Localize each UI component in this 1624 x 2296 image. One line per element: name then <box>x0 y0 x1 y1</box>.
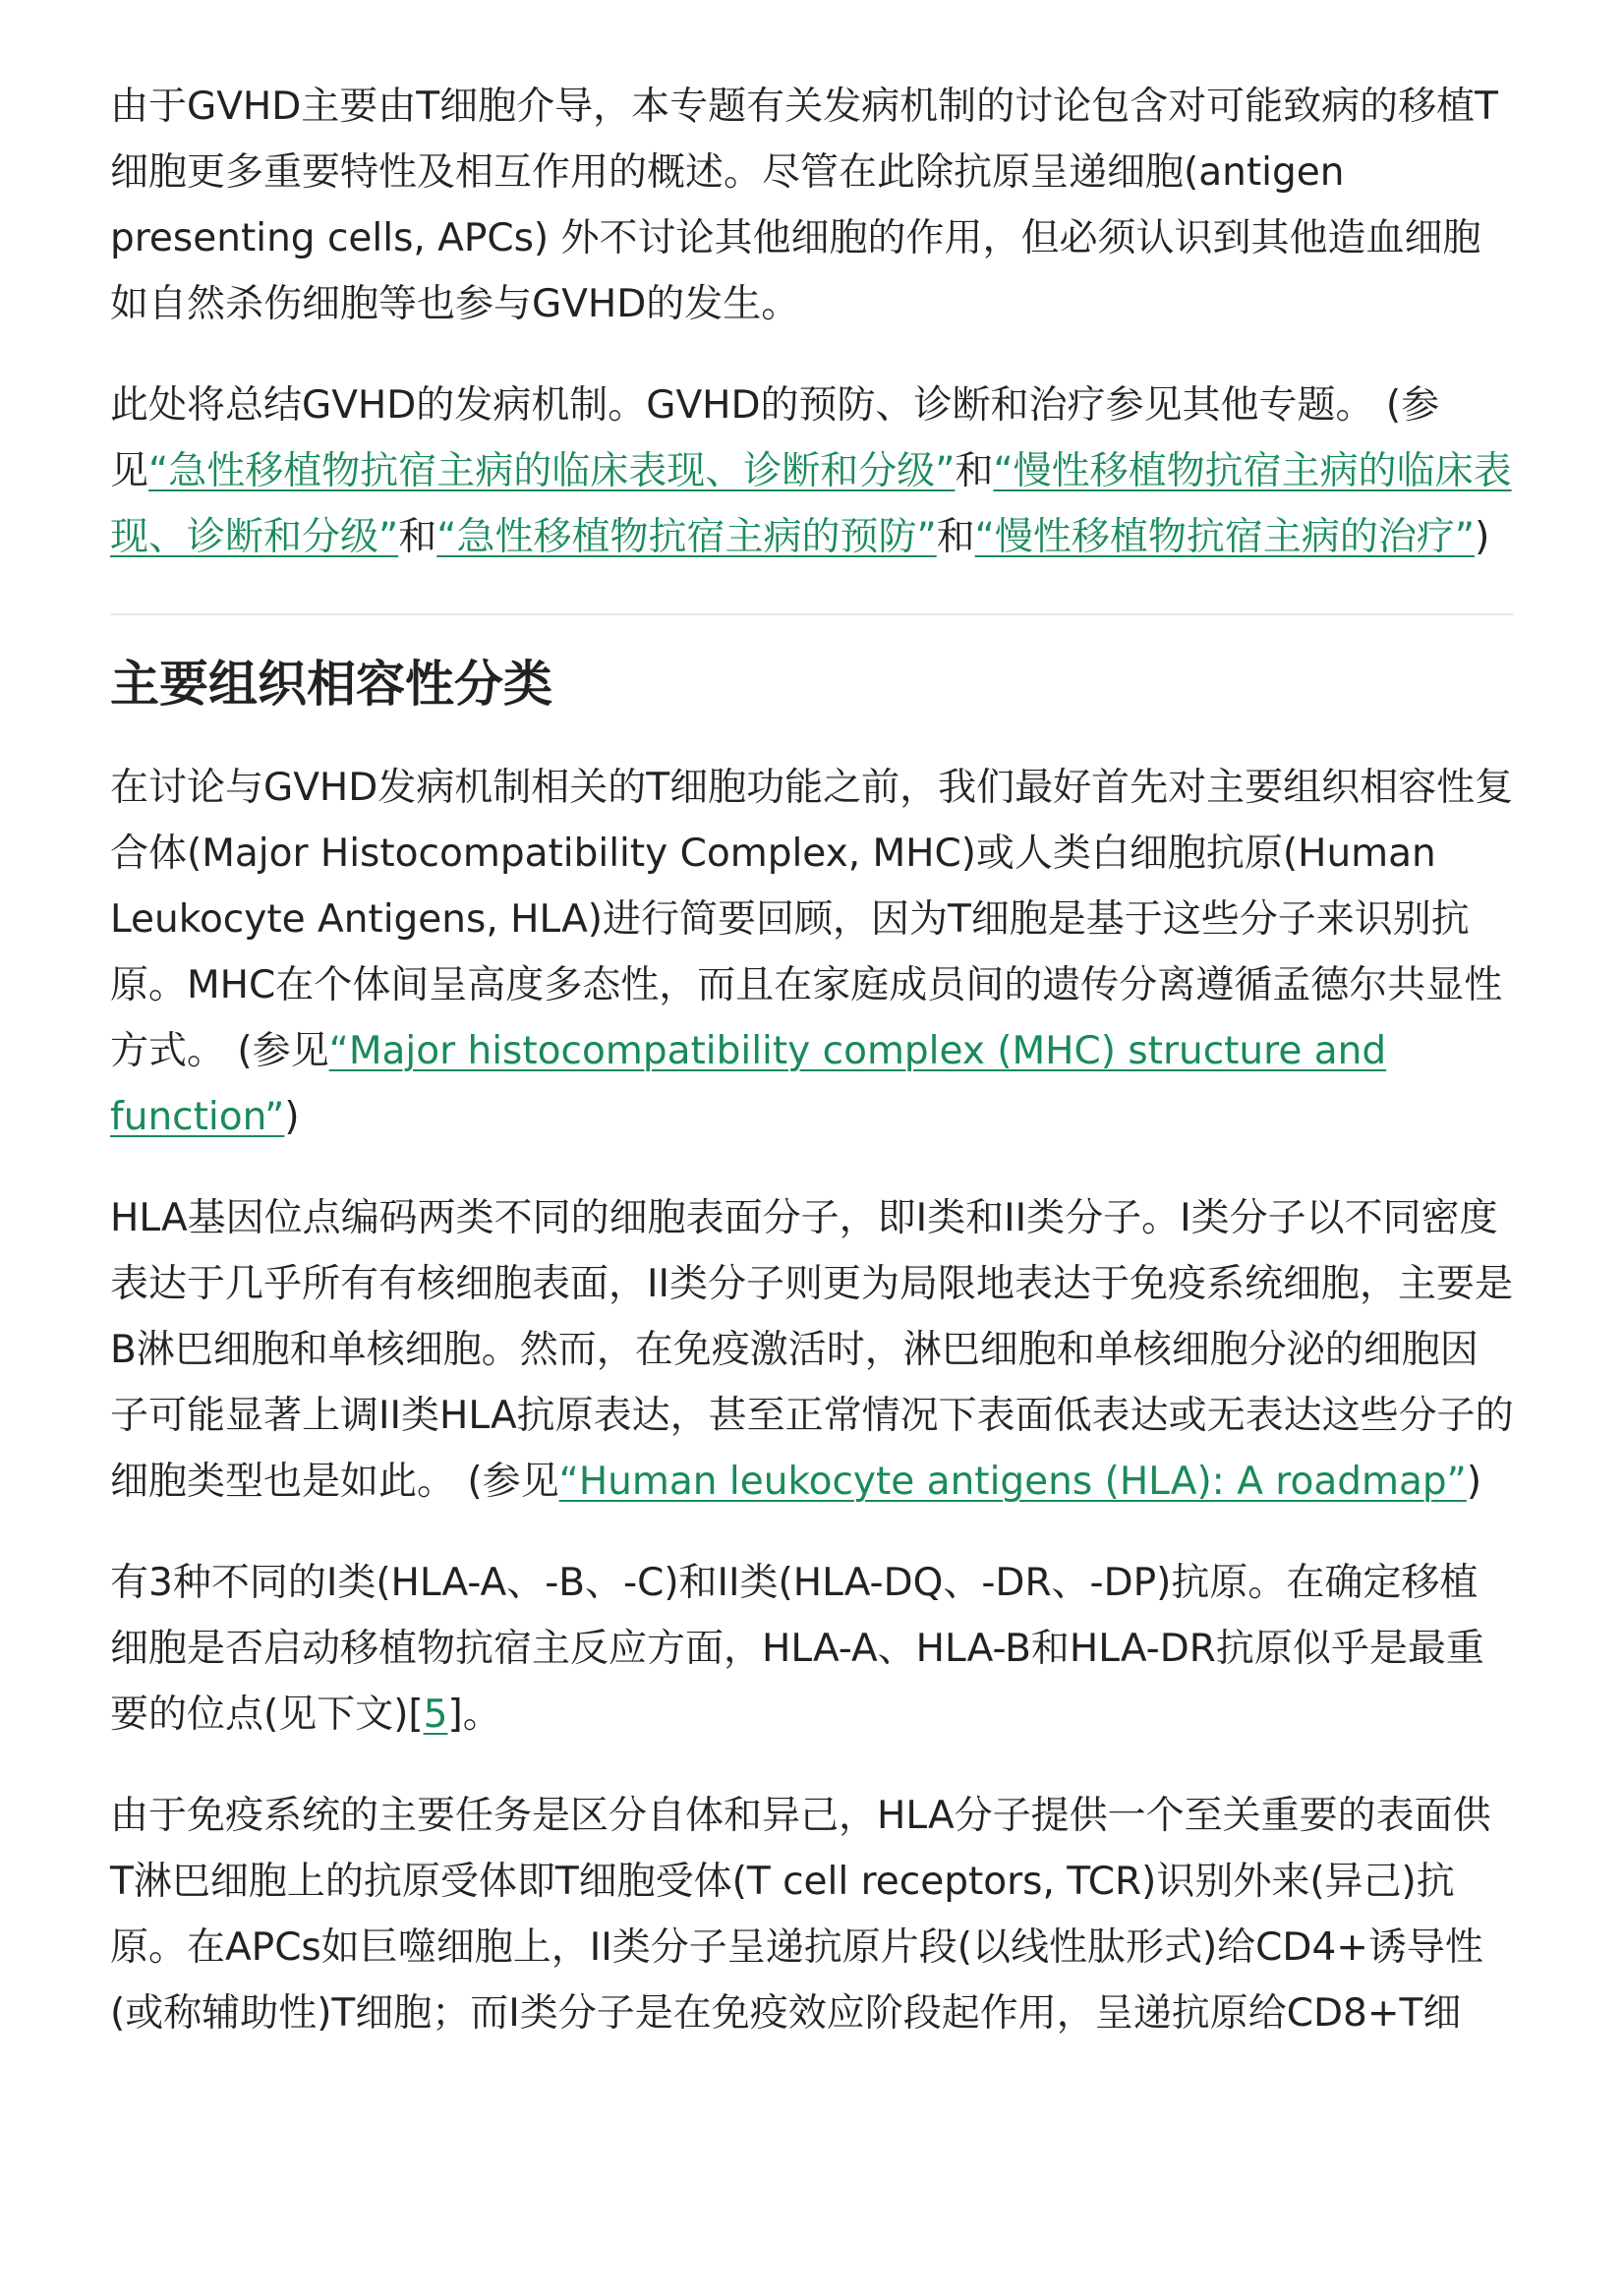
closing-paren: ) <box>1475 515 1490 559</box>
hla-loci-paragraph <box>110 1550 1514 1748</box>
reference-link-5[interactable]: 5 <box>423 1693 448 1737</box>
closing-paren: ) <box>1466 1460 1482 1504</box>
hla-loci-text: 有3种不同的I类(HLA-A、-B、-C)和II类(HLA-DQ、-DR、-DP)抗原。在确定移植细胞是否启动移植物抗宿主反应方面，HLA-A、HLA-B和HLA-DR抗原似乎是最重要的位点(见下文)[ <box>110 1561 1484 1737</box>
link-chronic-gvhd-treatment[interactable]: “慢性移植物抗宿主病的治疗” <box>974 515 1476 559</box>
link-chronic-gvhd-diagnosis[interactable]: “慢性移植物抗宿主病的临床表现、诊断和分级” <box>110 449 1512 559</box>
conjunction: 和 <box>955 449 994 493</box>
see-also-paragraph <box>110 373 1514 570</box>
reference-close: ]。 <box>447 1693 501 1737</box>
see-also-lead: 此处将总结GVHD的发病机制。GVHD的预防、诊断和治疗参见其他专题。 (参见 <box>110 383 1440 493</box>
link-mhc-structure[interactable]: “Major histocompatibility complex (MHC) structure and function” <box>110 1029 1387 1139</box>
section-divider <box>110 613 1514 615</box>
hla-classes-text: HLA基因位点编码两类不同的细胞表面分子，即I类和II类分子。I类分子以不同密度表达于几乎所有有核细胞表面，II类分子则更为局限地表达于免疫系统细胞，主要是B淋巴细胞和单核细胞。然而，在免疫激活时，淋巴细胞和单核细胞分泌的细胞因子可能显著上调II类HLA抗原表达，甚至正常情况下表面低表达或无表达这些分子的细胞类型也是如此。 (参见 <box>110 1196 1514 1504</box>
conjunction: 和 <box>398 515 437 559</box>
mhc-paragraph <box>110 755 1514 1150</box>
link-hla-roadmap[interactable]: “Human leukocyte antigens (HLA): A roadmap” <box>558 1460 1467 1504</box>
intro-paragraph: 由于GVHD主要由T细胞介导，本专题有关发病机制的讨论包含对可能致病的移植T细胞更多重要特性及相互作用的概述。尽管在此除抗原呈递细胞(antigen presenting cells, APCs) 外不讨论其他细胞的作用，但必须认识到其他造血细胞如自然杀伤细胞等也参与GVHD的发生。 <box>110 85 1498 326</box>
link-acute-gvhd-prevention[interactable]: “急性移植物抗宿主病的预防” <box>436 515 937 559</box>
immune-system-paragraph: 由于免疫系统的主要任务是区分自体和异己，HLA分子提供一个至关重要的表面供T淋巴细胞上的抗原受体即T细胞受体(T cell receptors, TCR)识别外来(异己)抗原。在APCs如巨噬细胞上，II类分子呈递抗原片段(以线性肽形式)给CD4+诱导性(或称辅助性)T细胞；而I类分子是在免疫效应阶段起作用，呈递抗原给CD8+T细 <box>110 1794 1491 2036</box>
conjunction: 和 <box>936 515 975 559</box>
closing-paren: ) <box>284 1095 300 1139</box>
link-acute-gvhd-diagnosis[interactable]: “急性移植物抗宿主病的临床表现、诊断和分级” <box>148 449 956 493</box>
hla-classes-paragraph <box>110 1185 1514 1515</box>
section-heading: 主要组织相容性分类 <box>110 656 552 713</box>
mhc-text: 在讨论与GVHD发病机制相关的T细胞功能之前，我们最好首先对主要组织相容性复合体(Major Histocompatibility Complex, MHC)或人类白细胞抗原(Human Leukocyte Antigens, HLA)进行简要回顾，因为T细胞是基于这些分子来识别抗原。MHC在个体间呈高度多态性，而且在家庭成员间的遗传分离遵循孟德尔共显性方式。 (参见 <box>110 766 1514 1073</box>
